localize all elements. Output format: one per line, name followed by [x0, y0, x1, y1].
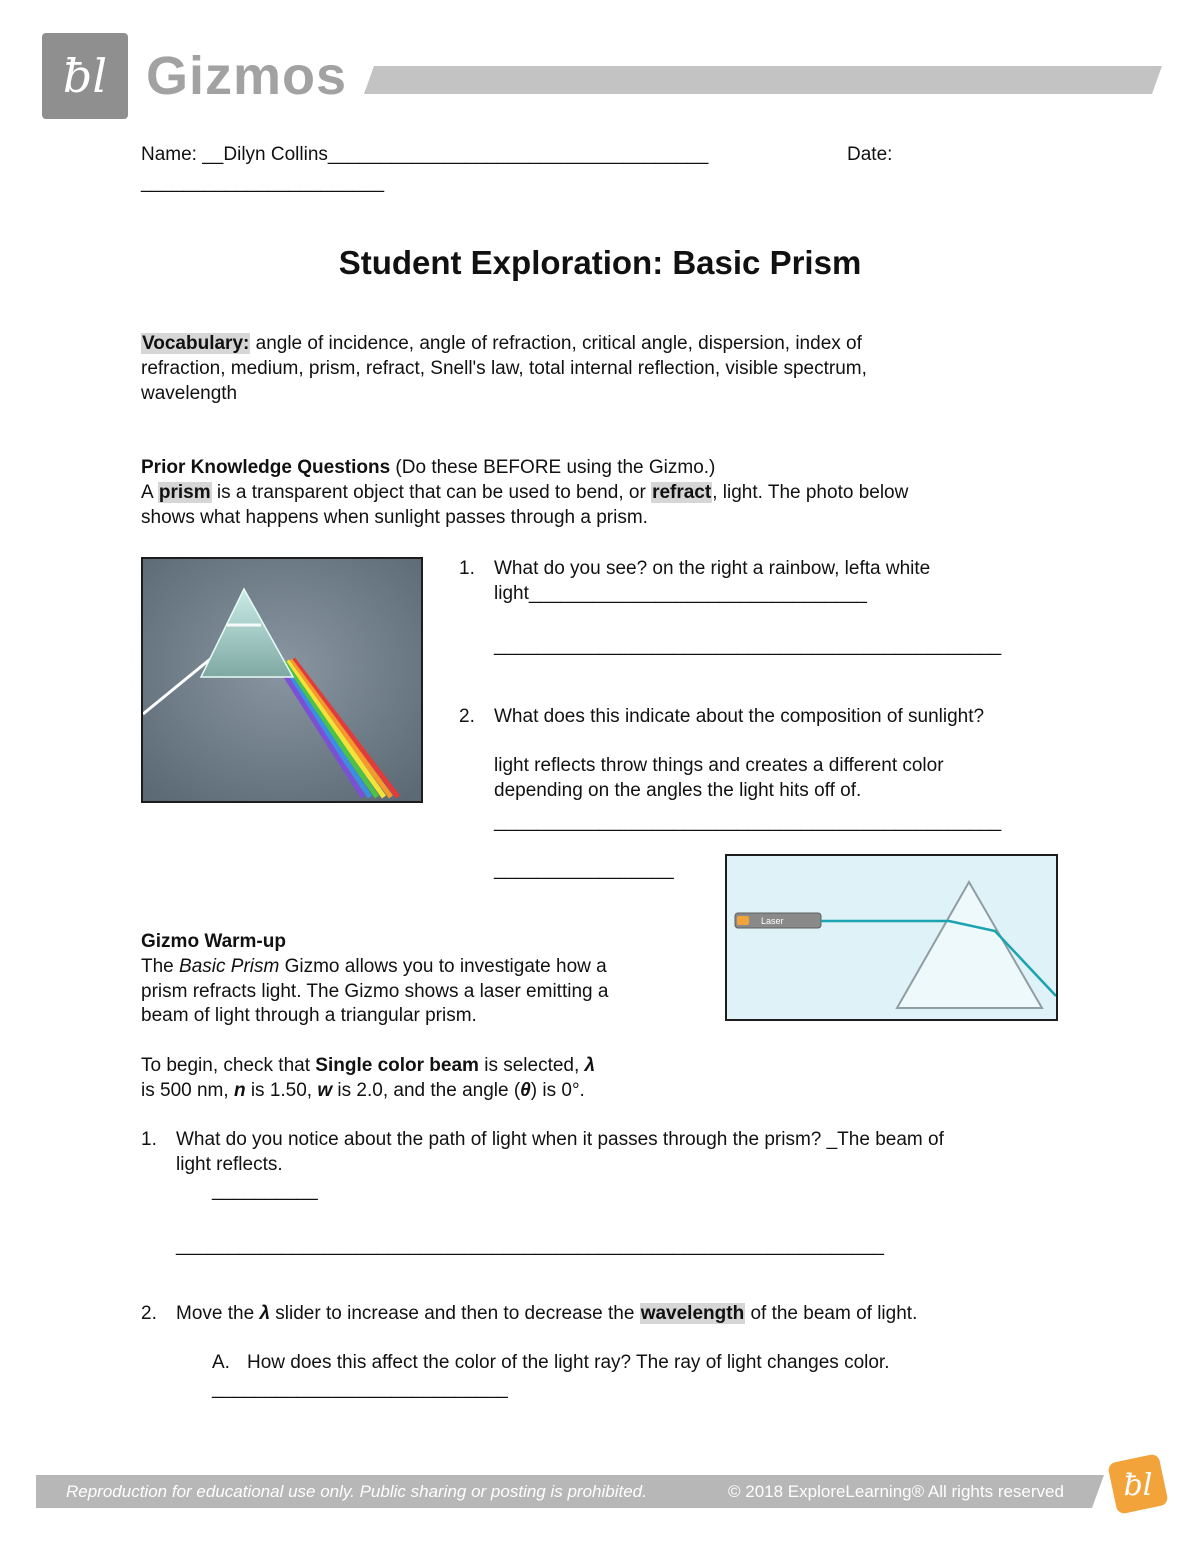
prior-knowledge-note: (Do these BEFORE using the Gizmo.) [390, 457, 716, 478]
prior-knowledge-title: Prior Knowledge Questions [141, 457, 391, 478]
intro-part: is a transparent object that can be used to bend, or [211, 482, 652, 503]
explorelearning-footer-logo-icon [1106, 1452, 1170, 1516]
single-color-beam-term: Single color beam [315, 1055, 479, 1076]
warmup-text: To begin, check that [141, 1055, 316, 1076]
footer-copyright: © 2018 ExploreLearning® All rights reserved [728, 1482, 1064, 1501]
q2-text-part: slider to increase and then to decrease the [270, 1303, 640, 1324]
q2-text-part: of the beam of light. [745, 1303, 918, 1324]
warmup-text: is 2.0, and the angle ( [332, 1080, 521, 1101]
q1-number: 1. [141, 1129, 157, 1150]
footer-reproduction-notice: Reproduction for educational use only. Public sharing or posting is prohibited. [66, 1482, 647, 1501]
w-symbol: w [317, 1080, 333, 1101]
warmup-p1-line1 [141, 954, 607, 979]
laser-label: Laser [761, 916, 784, 926]
pk-q1-answer-blank: ________________________________________________ [494, 635, 1002, 656]
vocabulary-text: angle of incidence, angle of refraction, critical angle, dispersion, index of [250, 333, 862, 354]
term-prism: prism [158, 482, 211, 503]
footer-logo-glyph: ƀl [1123, 1468, 1153, 1503]
gizmo-laser-prism-graphic [727, 856, 1056, 1019]
prism-photo-graphic [143, 559, 421, 801]
pk-q2-answer-1: light reflects throw things and creates a different color [494, 755, 944, 776]
pk-q2-text: What does this indicate about the composition of sunlight? [494, 706, 985, 727]
q1-blank-short: __________ [212, 1180, 318, 1201]
pk-q2-number: 2. [459, 706, 475, 727]
prior-knowledge-heading [141, 455, 715, 480]
pk-q2-blank-1: ________________________________________________ [494, 811, 1002, 832]
date-blank: _______________________ [141, 172, 385, 193]
warmup-text: is 1.50, [245, 1080, 318, 1101]
gizmo-name-italic: Basic Prism [179, 956, 280, 977]
date-label: Date: [847, 144, 893, 165]
page-title: Student Exploration: Basic Prism [338, 244, 862, 281]
brand-name: Gizmos [146, 46, 348, 106]
pk-q1-text-2: light________________________________ [494, 583, 867, 604]
header-bar [364, 66, 1162, 94]
pk-q1-text: What do you see? on the right a rainbow, lefta white [494, 558, 931, 579]
q1-text-2: light reflects. [176, 1154, 283, 1175]
laser-device [735, 913, 821, 928]
n-symbol: n [233, 1080, 246, 1101]
lambda-symbol: λ [584, 1055, 596, 1076]
warmup-p2-line1 [141, 1053, 595, 1078]
warmup-heading: Gizmo Warm-up [141, 931, 286, 952]
intro-part: , light. The photo below [712, 482, 909, 503]
vocabulary-line-3: wavelength [141, 383, 238, 404]
pk-q2-answer-2: depending on the angles the light hits off of. [494, 780, 862, 801]
term-wavelength: wavelength [640, 1303, 745, 1324]
lambda-symbol: λ [259, 1303, 271, 1324]
vocabulary-line-1 [141, 331, 862, 356]
q1-text: What do you notice about the path of light when it passes through the prism? _The beam of [176, 1129, 944, 1150]
explorelearning-logo-icon: ƀl [62, 49, 108, 103]
q1-blank-long: ___________________________________________________________________ [176, 1235, 884, 1256]
q2a-label: A. [212, 1352, 230, 1373]
intro-part: A [141, 482, 158, 503]
prism-photo [141, 557, 423, 803]
pk-q1-number: 1. [459, 558, 475, 579]
vocabulary-label: Vocabulary: [142, 333, 250, 354]
warmup-p1-line3: beam of light through a triangular prism. [141, 1005, 477, 1026]
term-refract: refract [652, 482, 712, 503]
gizmo-screenshot [725, 854, 1058, 1021]
theta-symbol: θ [520, 1080, 531, 1101]
warmup-text: is selected, [478, 1055, 585, 1076]
q2-number: 2. [141, 1303, 157, 1324]
prior-knowledge-intro-2: shows what happens when sunlight passes through a prism. [141, 507, 648, 528]
warmup-text: The [141, 956, 180, 977]
warmup-text: Gizmo allows you to investigate how a [279, 956, 607, 977]
name-line: Name: __Dilyn Collins____________________________________ [141, 144, 709, 165]
warmup-p1-line2: prism refracts light. The Gizmo shows a laser emitting a [141, 981, 609, 1002]
vocabulary-line-2: refraction, medium, prism, refract, Snell's law, total internal reflection, visible spectrum, [141, 358, 867, 379]
pk-q2-blank-2: _________________ [494, 859, 674, 880]
q2a-blank: ____________________________ [212, 1378, 508, 1399]
q2-text-part: Move the [176, 1303, 260, 1324]
warmup-text: ) is 0°. [530, 1080, 585, 1101]
q2a-text: How does this affect the color of the light ray? The ray of light changes color. [247, 1352, 890, 1373]
warmup-p2-line2 [141, 1078, 585, 1103]
prior-knowledge-intro [141, 480, 908, 505]
warmup-text: is 500 nm, [141, 1080, 234, 1101]
q2-text [176, 1301, 917, 1326]
